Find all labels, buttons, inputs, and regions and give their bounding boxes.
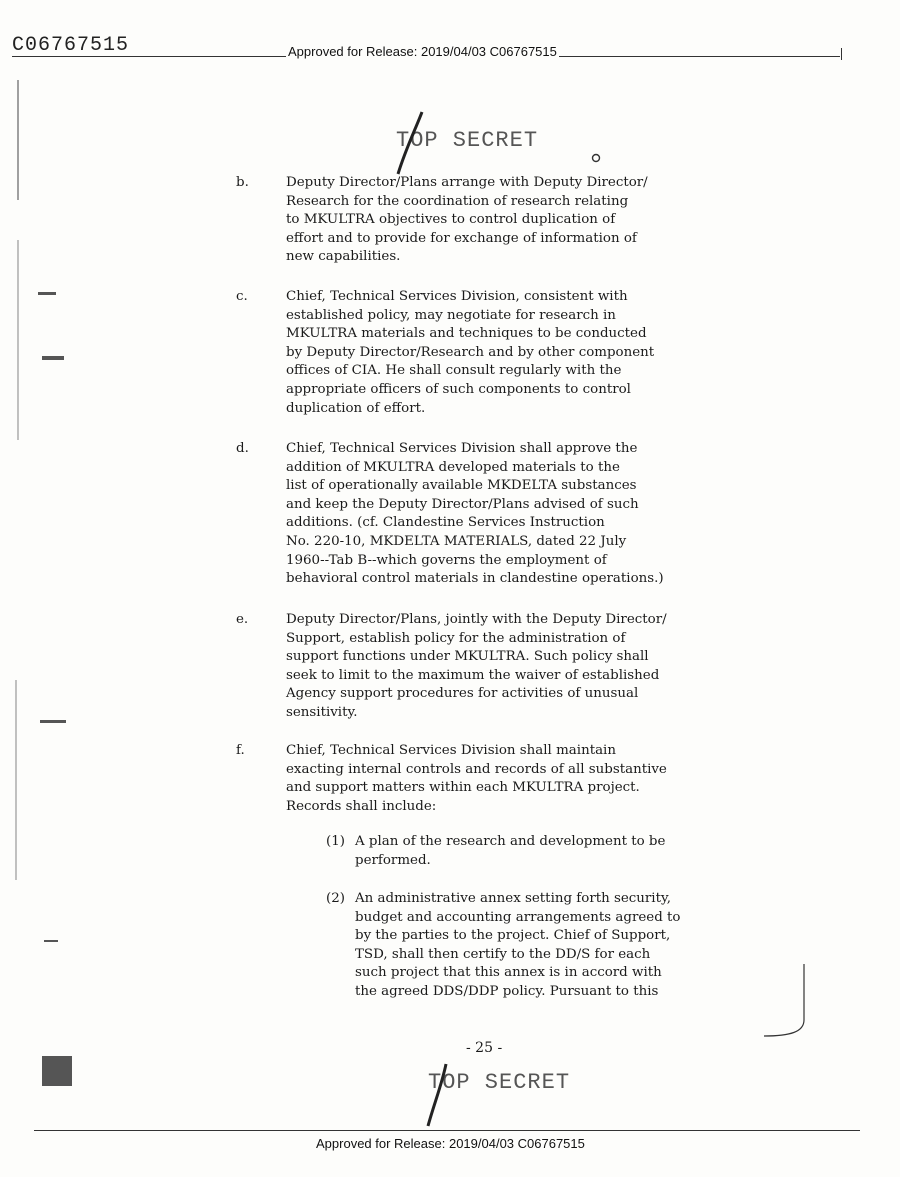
slash-mark-bottom-icon	[420, 1060, 460, 1130]
item-text: Deputy Director/Plans, jointly with the Deputy Director/ Support, establish policy for the administration of support functions under MKULTRA. Such policy shall seek to limit to the maximum the waiver of established Agency support procedures for activities of unusual sensitivity.	[286, 612, 667, 720]
sub-item-number: (2)	[326, 891, 345, 906]
release-header: Approved for Release: 2019/04/03 C06767515	[288, 44, 557, 59]
item-text: Deputy Director/Plans arrange with Deputy Director/ Research for the coordination of research relating to MKULTRA objectives to control duplication of effort and to provide for exchange of information of new capabilities.	[286, 175, 648, 265]
item-letter: e.	[236, 612, 249, 627]
item-text: Chief, Technical Services Division shall approve the addition of MKULTRA developed materials to the list of operationally available MKDELTA substances and keep the Deputy Director/Plans advised of such additions. (cf. Clandestine Services Instruction No. 220-10, MKDELTA MATERIALS, dated 22 July 1960--Tab B--which governs the employment of behavioral control materials in clandestine operations.)	[286, 441, 664, 587]
sub-item-number: (1)	[326, 834, 345, 849]
item-letter: d.	[236, 441, 249, 456]
item-letter: f.	[236, 743, 245, 758]
item-text: Chief, Technical Services Division shall maintain exacting internal controls and records of all substantive and support matters within each MKULTRA project. Records shall include:	[286, 743, 667, 814]
item-letter: c.	[236, 289, 248, 304]
page-number: - 25 -	[466, 1040, 503, 1056]
sub-item-text: A plan of the research and development to be performed.	[355, 834, 666, 868]
release-footer: Approved for Release: 2019/04/03 C06767515	[316, 1136, 585, 1151]
sub-item-text: An administrative annex setting forth security, budget and accounting arrangements agreed to by the parties to the project. Chief of Support, TSD, shall then certify to the DD/S for each such project that this annex is in accord with the agreed DDS/DDP policy. Pursuant to this	[355, 891, 681, 999]
header-tick	[841, 48, 842, 60]
margin-bracket-icon	[760, 960, 820, 1040]
footer-rule	[34, 1130, 860, 1131]
item-text: Chief, Technical Services Division, consistent with established policy, may negotiate for research in MKULTRA materials and techniques to be conducted by Deputy Director/Research and by other component offices of CIA. He shall consult regularly with the appropriate officers of such components to control duplication of effort.	[286, 289, 655, 416]
classification-stamp-bottom: TOP SECRET	[428, 1070, 571, 1095]
item-letter: b.	[236, 175, 249, 190]
scan-artifacts-left-icon	[0, 60, 100, 1120]
document-id: C06767515	[12, 34, 130, 57]
punch-mark-icon	[590, 152, 604, 166]
slash-mark-top-icon	[392, 108, 432, 178]
classification-stamp-top: TOP SECRET	[396, 128, 539, 153]
